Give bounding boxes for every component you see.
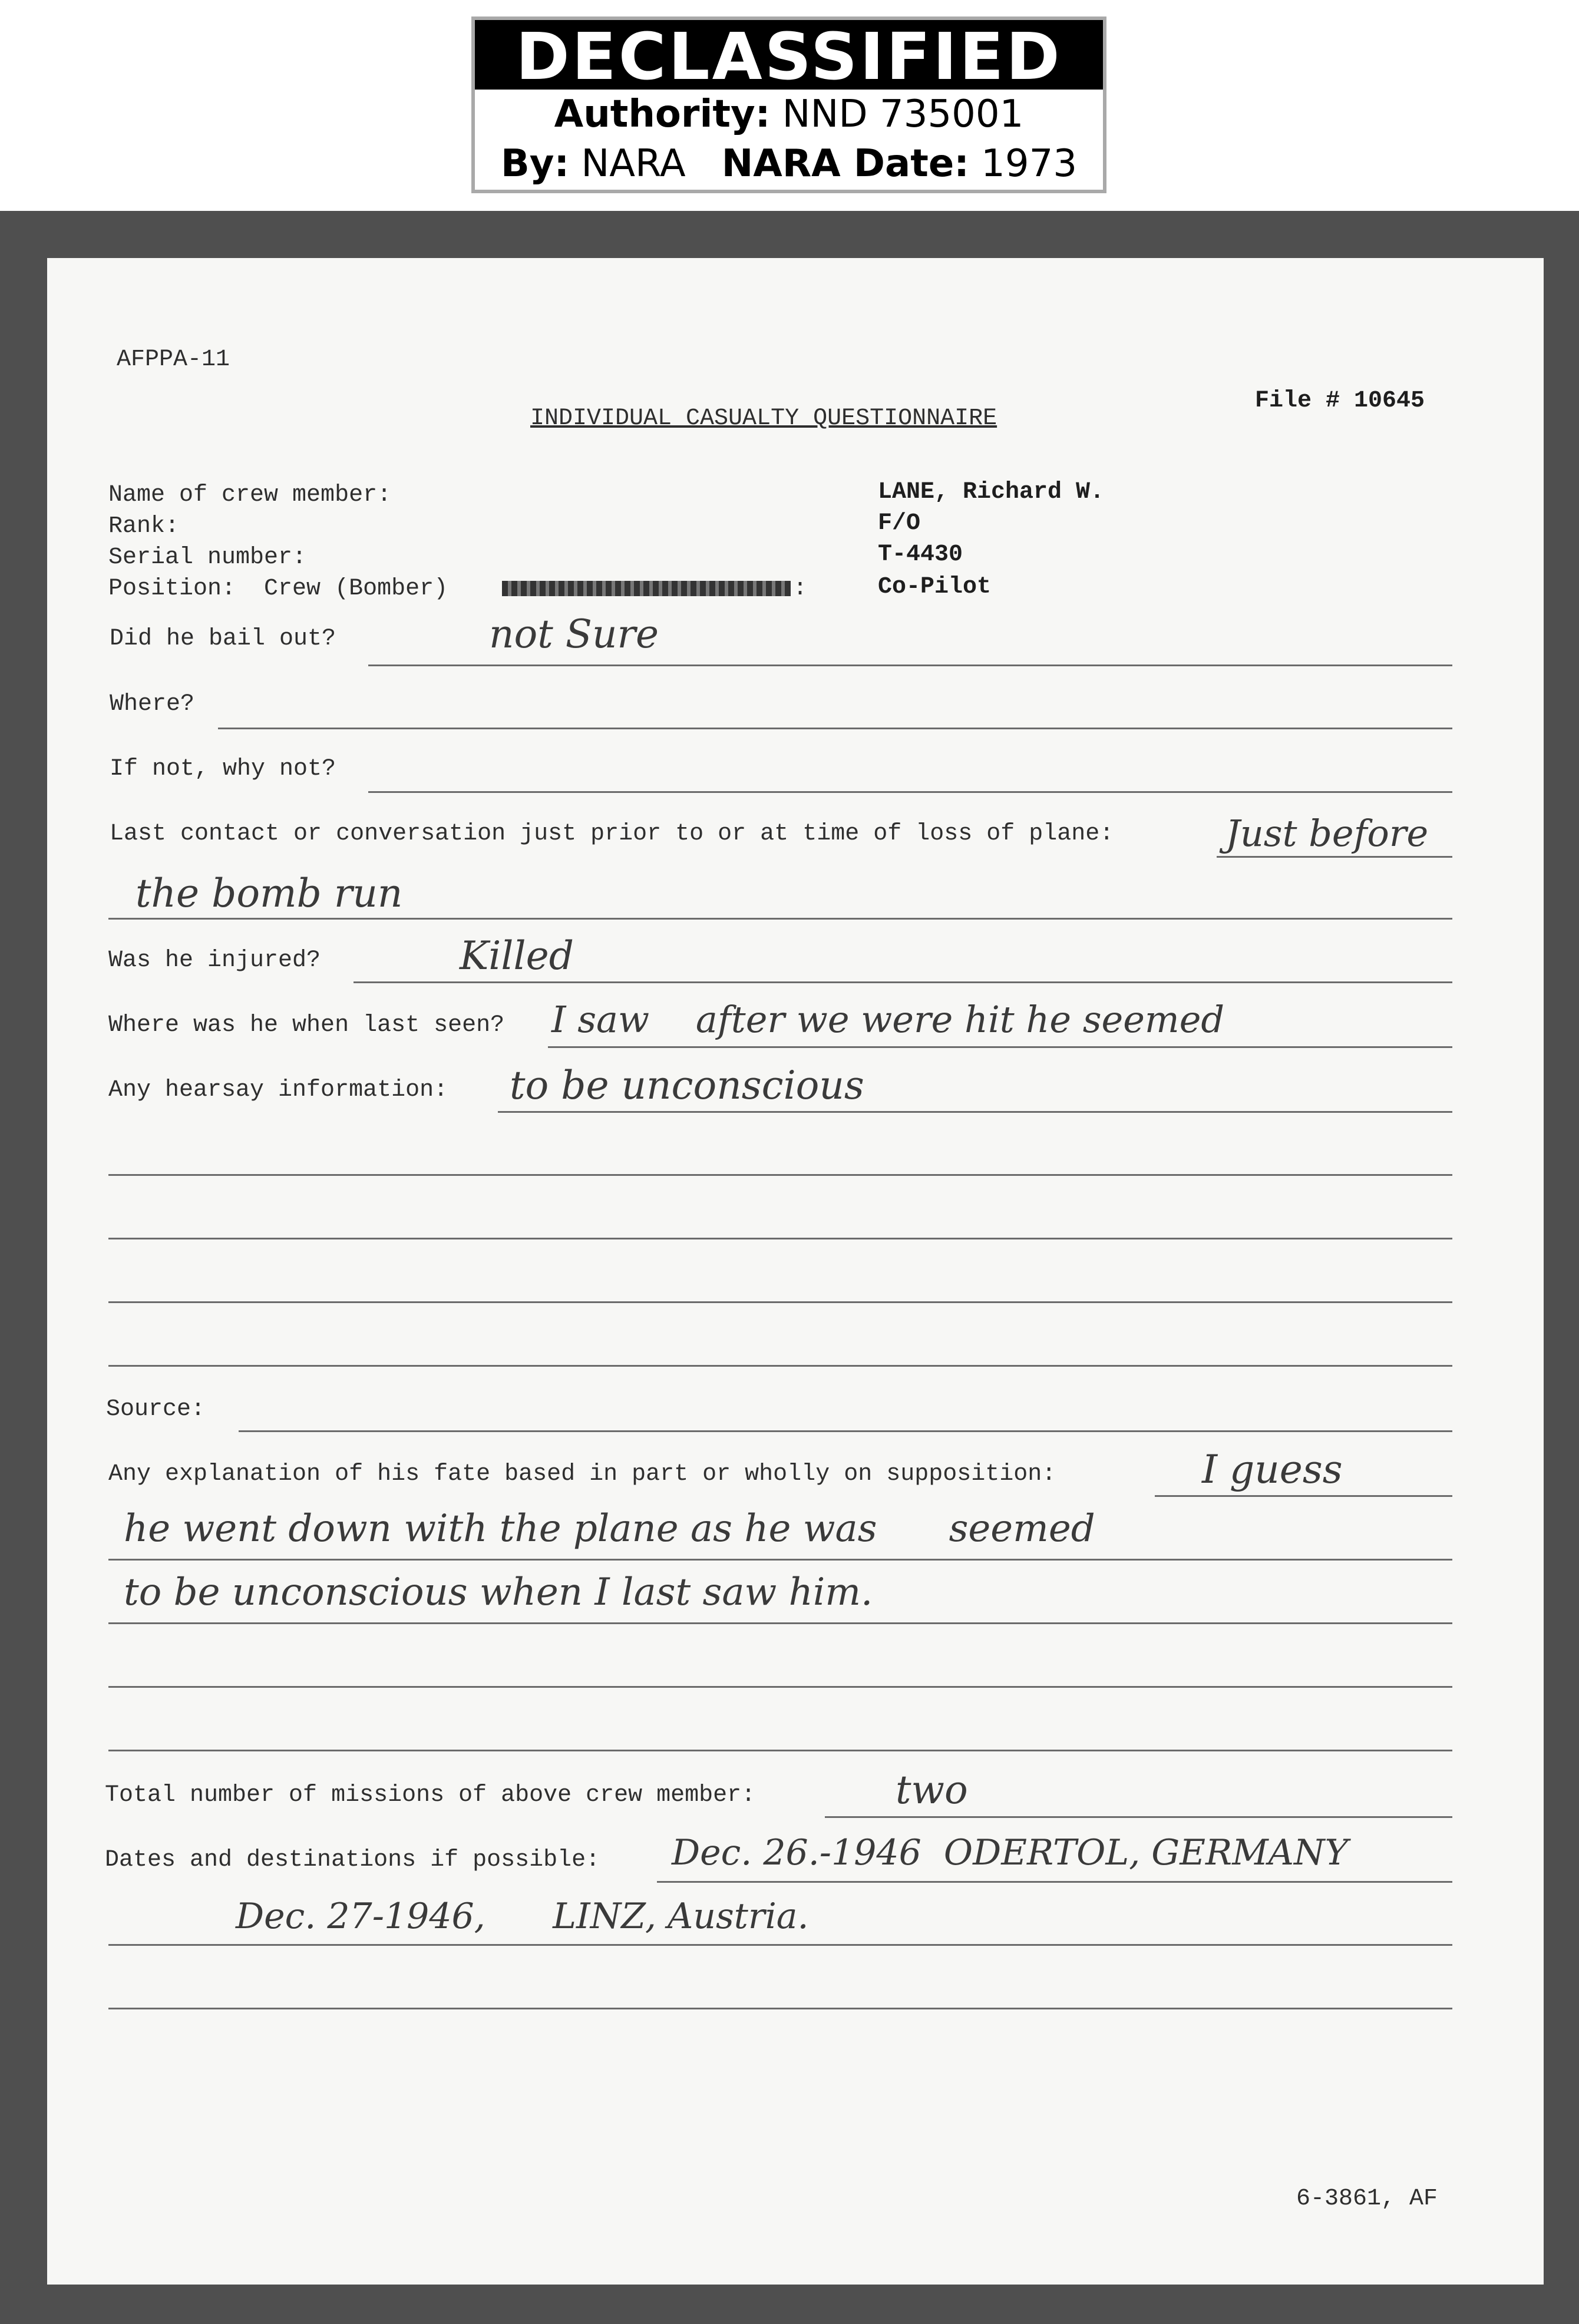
last-contact-label: Last contact or conversation just prior to or at time of loss of plane: [110, 821, 1114, 847]
redacted-strikeout [502, 581, 791, 596]
serial-value: T-4430 [878, 541, 963, 568]
dates-answer-1: Dec. 26.-1946 ODERTOL, GERMANY [672, 1832, 1349, 1873]
rank-value: F/O [878, 510, 921, 537]
serial-label: Serial number: [108, 544, 307, 571]
position-label: Position: Crew (Bomber) [108, 576, 448, 602]
nara-date-label: NARA Date: [721, 142, 969, 186]
nara-date-value: 1973 [981, 142, 1078, 186]
form-title: INDIVIDUAL CASUALTY QUESTIONNAIRE [530, 405, 997, 432]
last-seen-answer: I saw after we were hit he seemed [551, 998, 1225, 1041]
by-label: By: [500, 142, 570, 186]
dates-answer-2: Dec. 27-1946, LINZ, Austria. [236, 1896, 809, 1937]
questionnaire-paper [47, 258, 1544, 2285]
bail-out-answer: not Sure [489, 611, 659, 657]
explanation-answer-2: he went down with the plane as he was seemed [124, 1507, 1095, 1551]
stamp-authority-line [475, 90, 1103, 139]
stamp-by-line [475, 139, 1103, 189]
missions-label: Total number of missions of above crew member: [105, 1782, 756, 1809]
name-value: LANE, Richard W. [878, 479, 1105, 505]
declassified-stamp [471, 16, 1106, 193]
form-code: AFPPA-11 [117, 346, 230, 373]
stamp-title: DECLASSIFIED [475, 20, 1103, 90]
position-colon: : [793, 576, 808, 602]
last-contact-answer-2: the bomb run [136, 871, 403, 916]
explanation-answer-1: I guess [1202, 1447, 1343, 1492]
source-label: Source: [106, 1396, 206, 1423]
last-seen-label: Where was he when last seen? [108, 1012, 505, 1039]
authority-value: NND 735001 [782, 92, 1024, 136]
by-value: NARA [581, 142, 686, 186]
footer-form-code: 6-3861, AF [1296, 2186, 1438, 2212]
where-label: Where? [110, 691, 195, 718]
authority-label: Authority: [554, 92, 771, 136]
hearsay-answer: to be unconscious [510, 1063, 864, 1108]
scanned-document [0, 211, 1579, 2324]
dates-label: Dates and destinations if possible: [105, 1847, 600, 1873]
file-number: File # 10645 [1255, 388, 1425, 414]
last-contact-answer-1: Just before [1225, 812, 1429, 855]
injured-label: Was he injured? [108, 947, 321, 974]
position-value: Co-Pilot [878, 574, 992, 600]
explanation-label: Any explanation of his fate based in part or wholly on supposition: [108, 1461, 1056, 1487]
name-label: Name of crew member: [108, 482, 392, 508]
missions-answer: two [896, 1767, 968, 1813]
hearsay-label: Any hearsay information: [108, 1077, 448, 1103]
bail-out-label: Did he bail out? [110, 626, 336, 652]
injured-answer: Killed [460, 933, 574, 978]
if-not-label: If not, why not? [110, 756, 336, 782]
explanation-answer-3: to be unconscious when I last saw him. [124, 1571, 873, 1614]
rank-label: Rank: [108, 513, 180, 540]
